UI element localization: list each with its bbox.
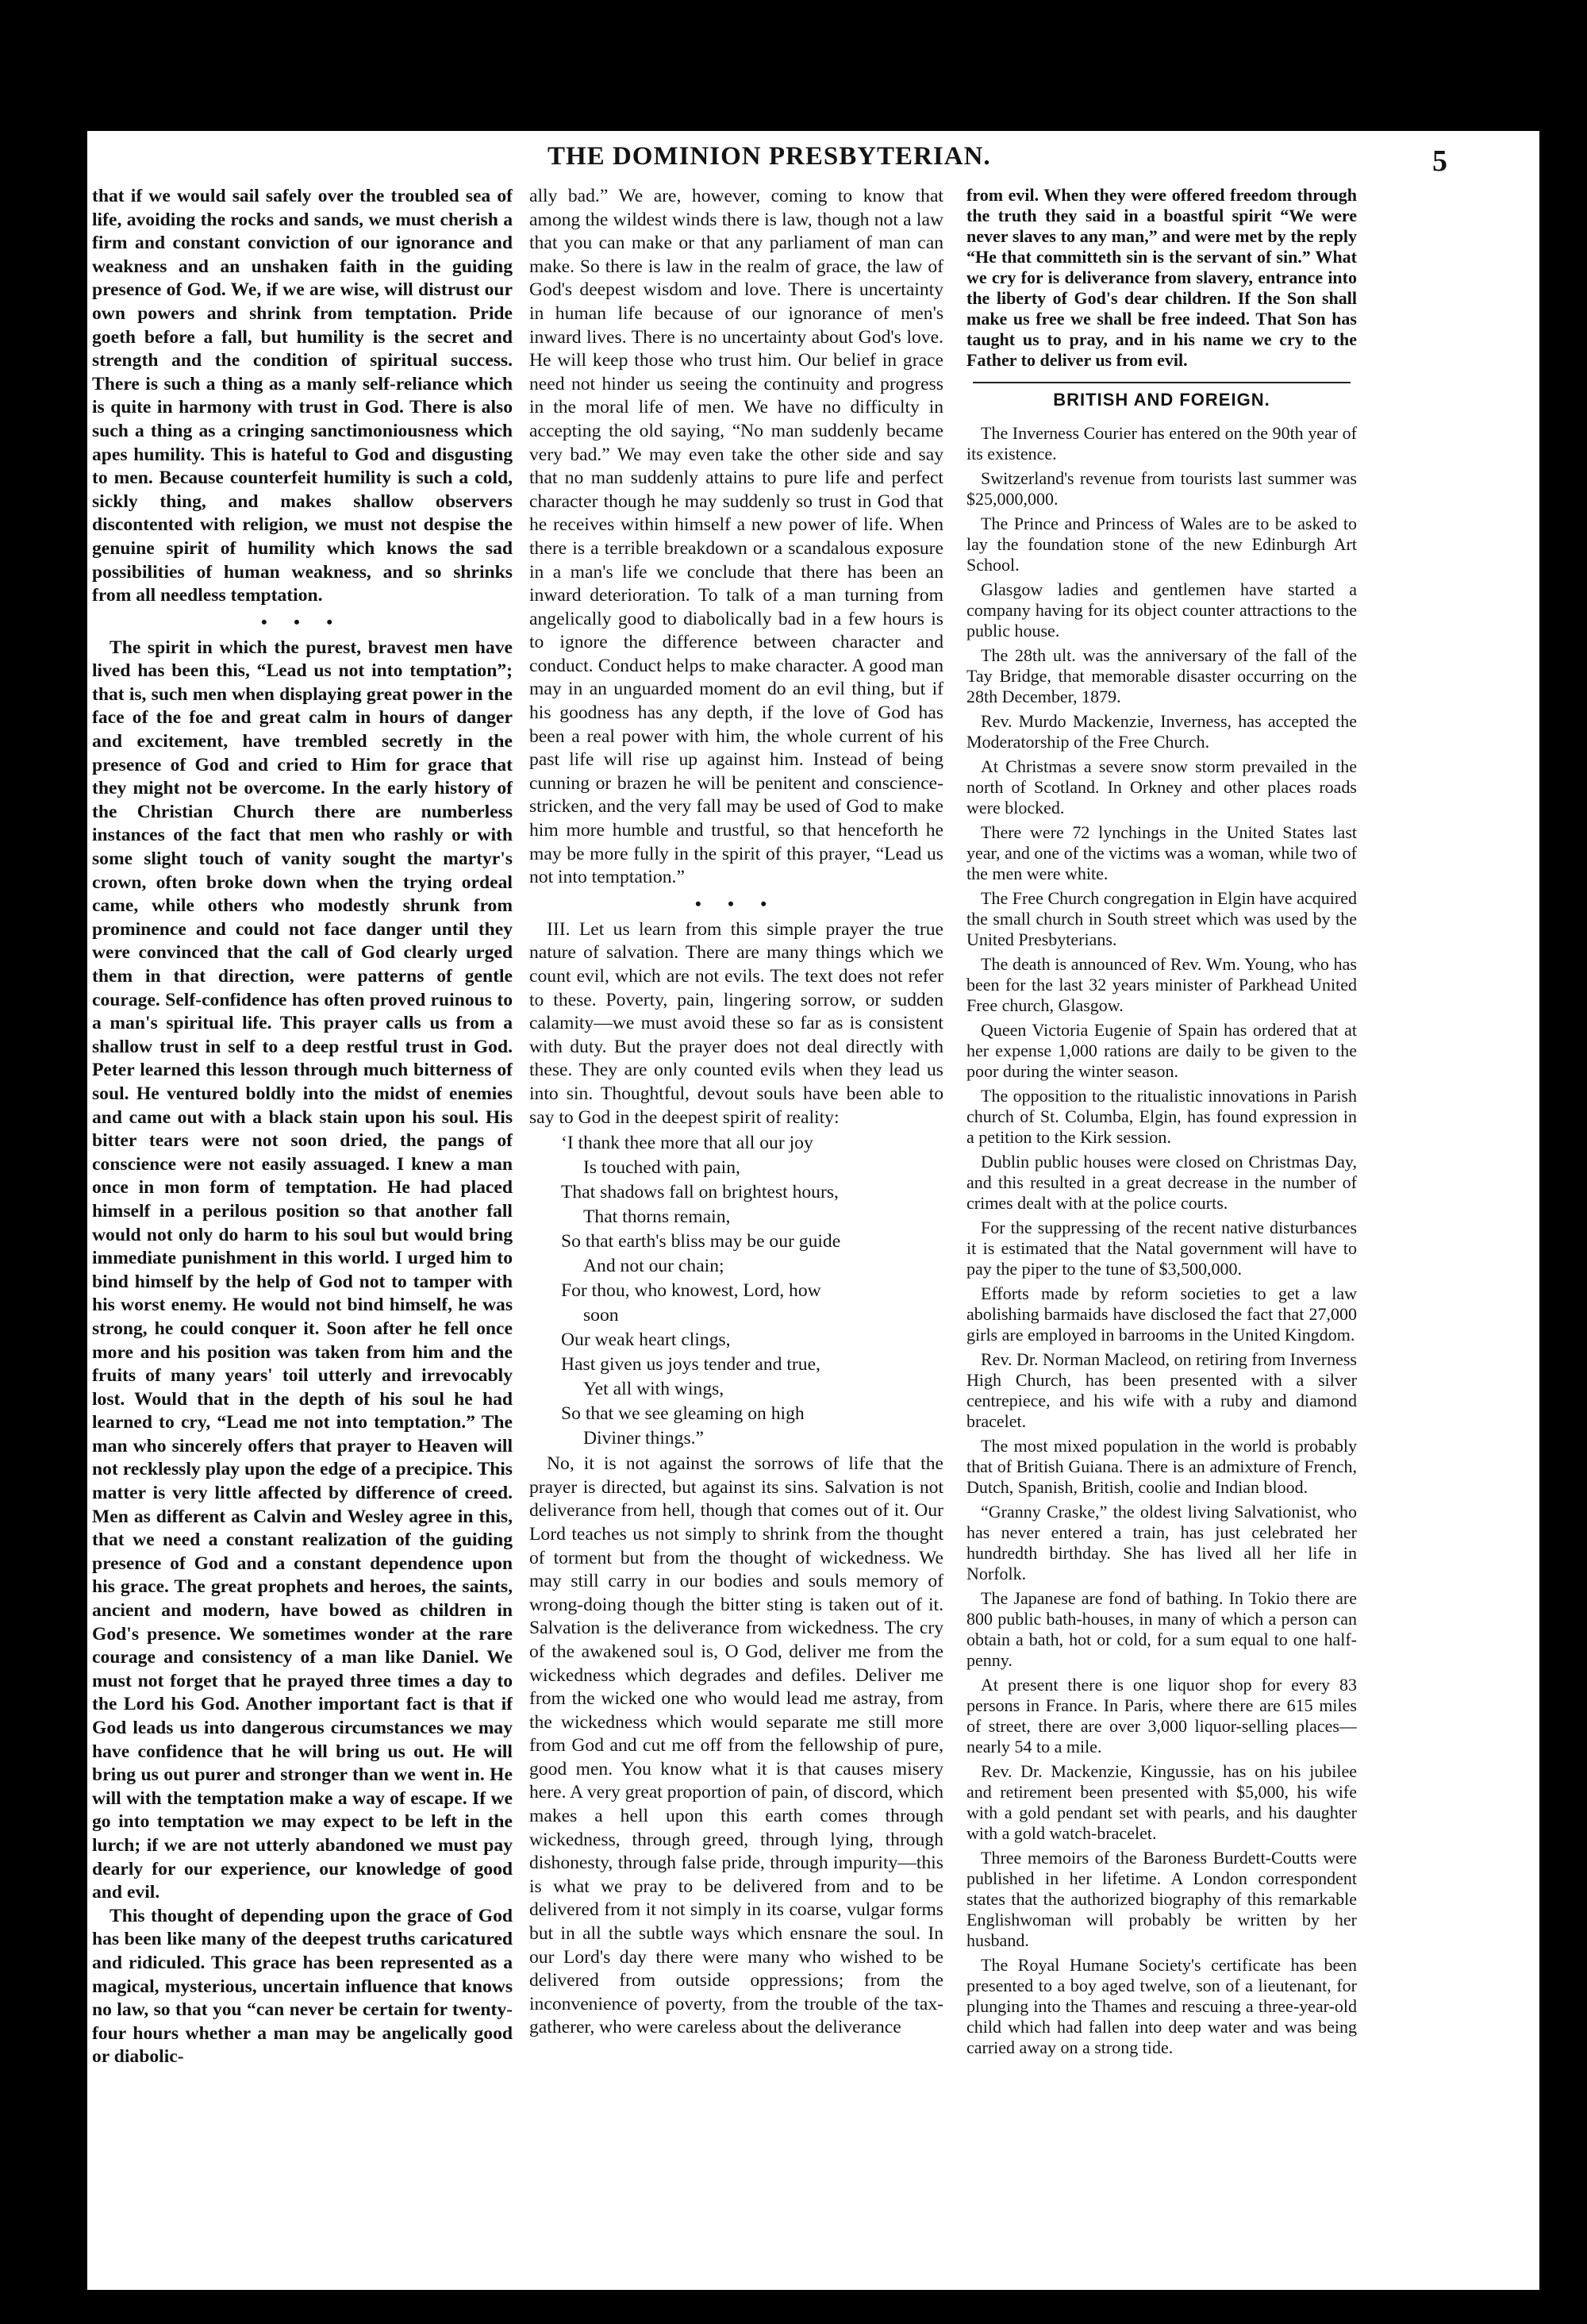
- news-item: At present there is one liquor shop for every 83 persons in France. In Paris, where there are 615 miles of street, there are over 3,000 liquor-selling places—nearly 54 to a mile.: [966, 1674, 1357, 1756]
- news-item: The Free Church congregation in Elgin have acquired the small church in South street which was used by the United Presbyterians.: [966, 887, 1357, 949]
- news-item: “Granny Craske,” the oldest living Salvationist, who has never entered a train, has just celebrated her hundredth birthday. She has lived all her life in Norfolk.: [966, 1501, 1357, 1583]
- news-item: At Christmas a severe snow storm prevailed in the north of Scotland. In Orkney and other places roads were blocked.: [966, 756, 1357, 818]
- section-separator: • • •: [260, 611, 344, 632]
- news-item: The Royal Humane Society's certificate has been presented to a boy aged twelve, son of a lieutenant, for plunging into the Thames and rescuing a three-year-old child which had fallen into deep water and was being carried away on a strong tide.: [966, 1954, 1357, 2057]
- news-item: The Inverness Courier has entered on the 90th year of its existence.: [966, 422, 1357, 464]
- verse-line: For thou, who knowest, Lord, how: [561, 1280, 821, 1302]
- paragraph: that if we would sail safely over the troubled sea of life, avoiding the rocks and sands, we must cherish a firm and constant conviction of our ignorance and weakness and an unshaken faith in the guiding presence of God. We, if we are wise, will distrust our own powers and shrink from temptation. Pride goeth before a fall, but humility is the secret and strength and the condition of spiritual success. There is such a thing as a manly self-reliance which is quite in harmony with trust in God. There is also such a thing as a cringing sanctimoniousness which apes humility. This is hateful to God and disgusting to men. Because counterfeit humility is such a cold, sickly thing, and makes shallow observers discontented with religion, we must not despise the genuine spirit of humility which knows the sad possibilities of human weakness, and so shrinks from all needless temptation.: [92, 186, 513, 606]
- masthead: [87, 131, 1539, 187]
- news-item: The Japanese are fond of bathing. In Tokio there are 800 public bath-houses, in many of which a person can obtain a bath, hot or cold, for a sum equal to one half-penny.: [966, 1587, 1357, 1670]
- news-item: The death is announced of Rev. Wm. Young, who has been for the last 32 years minister of Parkhead United Free church, Glasgow.: [966, 953, 1357, 1015]
- verse-line: So that we see gleaming on high: [561, 1403, 805, 1425]
- news-item: There were 72 lynchings in the United States last year, and one of the victims was a woman, while two of the men were white.: [966, 821, 1357, 883]
- news-item: Efforts made by reform societies to get a law abolishing barmaids have disclosed the fact that 27,000 girls are employed in barrooms in the United Kingdom.: [966, 1283, 1357, 1345]
- news-item: The Prince and Princess of Wales are to be asked to lay the foundation stone of the new Edinburgh Art School.: [966, 513, 1357, 575]
- news-item: Dublin public houses were closed on Christmas Day, and this resulted in a great decrease in the number of crimes dealt with at the police courts.: [966, 1151, 1357, 1213]
- verse-line: ‘I thank thee more that all our joy: [561, 1133, 813, 1154]
- news-item: Rev. Dr. Norman Macleod, on retiring from Inverness High Church, has been presented with a silver centrepiece, and his wife with a ruby and diamond bracelet.: [966, 1349, 1357, 1431]
- verse-line: That thorns remain,: [583, 1206, 731, 1228]
- verse-line: Yet all with wings,: [583, 1379, 724, 1400]
- column-left: [92, 185, 513, 2280]
- news-item: For the suppressing of the recent native disturbances it is estimated that the Natal government will have to pay the piper to the tune of $3,500,000.: [966, 1217, 1357, 1279]
- verse-line: soon: [583, 1305, 619, 1326]
- news-item: Rev. Murdo Mackenzie, Inverness, has accepted the Moderatorship of the Free Church.: [966, 710, 1357, 752]
- column-right: [966, 185, 1357, 2280]
- verse-line: And not our chain;: [583, 1256, 724, 1277]
- section-heading: BRITISH AND FOREIGN.: [1053, 390, 1270, 410]
- paragraph: ally bad.” We are, however, coming to know that among the wildest winds there is law, though not a law that you can make or that any parliament of man can make. So there is law in the realm of grace, the law of God's deepest wisdom and love. There is uncertainty in human life because of our ignorance of men's inward lives. There is no uncertainty about God's love. He will keep those who trust him. Our belief in grace need not hinder us seeing the continuity and progress in the moral life of men. We have no difficulty in accepting the old saying, “No man suddenly became very bad.” We may even take the other side and say that no man suddenly attains to pure life and perfect character though he may suddenly so trust in God that he receives within himself a new power of life. When there is a terrible breakdown or a scandalous exposure in a man's life we conclude that there has been an inward deterioration. To talk of a man turning from angelically good to diabolically bad in a few hours is to ignore the difference between character and conduct. Conduct helps to make character. A good man may in an unguarded moment do an evil thing, but if his goodness has any depth, if the love of God has been a real power with him, the whole current of his past life will rise up against him. Instead of being cunning or brazen he will be penitent and conscience-stricken, and the very fall may be used of God to make him more humble and trustful, so that henceforth he may be more fully in the spirit of this prayer, “Lead us not into temptation.”: [529, 186, 943, 888]
- paragraph: III. Let us learn from this simple prayer the true nature of salvation. There are many things which we count evil, which are not evils. The text does not refer to these. Poverty, pain, lingering sorrow, or sudden calamity—we must avoid these so far as is consistent with duty. But the prayer does not deal directly with these. They are only counted evils when they lead us into sin. Thoughtful, devout souls have been able to say to God in the deepest spirit of reality:: [529, 918, 943, 1128]
- verse-line: Diviner things.”: [583, 1428, 705, 1449]
- poem-verse: [561, 1131, 943, 1451]
- news-item: Switzerland's revenue from tourists last summer was $25,000,000.: [966, 467, 1357, 509]
- newspaper-title: THE DOMINION PRESBYTERIAN.: [548, 142, 991, 171]
- news-item: Rev. Dr. Mackenzie, Kingussie, has on his jubilee and retirement been presented with $5,000, his wife with a gold pendant set with pearls, and his daughter with a gold watch-bracelet.: [966, 1760, 1357, 1843]
- column-middle: [529, 185, 943, 2280]
- verse-line: Hast given us joys tender and true,: [561, 1354, 820, 1376]
- newspaper-page: [87, 131, 1539, 2290]
- news-item: Three memoirs of the Baroness Burdett-Coutts were published in her lifetime. A London correspondent states that the authorized biography of this remarkable Englishwoman will probably be written by her husband.: [966, 1847, 1357, 1950]
- verse-line: That shadows fall on brightest hours,: [561, 1182, 839, 1203]
- news-item: Queen Victoria Eugenie of Spain has ordered that at her expense 1,000 rations are daily to be given to the poor during the winter season.: [966, 1019, 1357, 1081]
- section-separator: • • •: [694, 893, 778, 914]
- paragraph: No, it is not against the sorrows of life that the prayer is directed, but against its sins. Salvation is not deliverance from hell, though that comes out of it. Our Lord teaches us not simply to shrink from the thought of torment but from the thought of wickedness. We may still carry in our bodies and souls memory of wrong-doing though the bitter sting is taken out of it. Salvation is the deliverance from wickedness. The cry of the awakened soul is, O God, deliver me from the wickedness which degrades and defiles. Deliver me from the wicked one who would lead me astray, from the wickedness which would separate me still more from God and cut me off from the fellowship of pure, good men. You know what it is that causes misery here. A very great proportion of pain, of discord, which makes a hell upon this earth comes through wickedness, through greed, through lying, through dishonesty, through false pride, through impurity—this is what we pray to be delivered from and to be delivered from it not simply in its coarse, vulgar forms but in all the subtle ways which ensnare the soul. In our Lord's day there were many who wished to be delivered from outside oppressions; from the inconvenience of poverty, from the trouble of the tax-gatherer, who were careless about the deliverance: [529, 1453, 943, 2038]
- paragraph: This thought of depending upon the grace of God has been like many of the deepest truths caricatured and ridiculed. This grace has been represented as a magical, mysterious, uncertain influence that knows no law, so that you “can never be certain for twenty-four hours whether a man may be angelically good or diabolic-: [92, 1905, 513, 2068]
- section-rule: [973, 382, 1351, 383]
- paragraph: The spirit in which the purest, bravest men have lived has been this, “Lead us not into temptation”; that is, such men when displaying great power in the face of the foe and great calm in hours of danger and excitement, have trembled secretly in the presence of God and cried to Him for grace that they might not be overcome. In the early history of the Christian Church there are numberless instances of the fact that men who rashly or with some slight touch of vanity sought the martyr's crown, often broke down when the trying ordeal came, while others who modestly shrunk from prominence and could not face danger until they were convinced that the call of God clearly urged them in that direction, were patterns of gentle courage. Self-confidence has often proved ruinous to a man's spiritual life. This prayer calls us from a shallow trust in self to a deep restful trust in God. Peter learned this lesson through much bitterness of soul. He ventured boldly into the midst of enemies and came out with a black stain upon his soul. His bitter tears were not soon dried, the pangs of conscience were not easily assuaged. I knew a man once in mon form of temptation. He had placed himself in a perilous position so that another fall would not only do harm to his soul but would bring immediate punishment in this world. I urged him to bind himself by the help of God not to tamper with his worst enemy. He would not bind himself, he was strong, he could conquer it. Soon after he fell once more and his position was taken from him and the fruits of many years' toil utterly and irrevocably lost. Would that in the depth of his soul he had learned to cry, “Lead me not into temptation.” The man who sincerely offers that prayer to Heaven will not recklessly play upon the edge of a precipice. This matter is very little affected by difference of creed. Men as different as Calvin and Wesley agree in this, that we need a constant realization of the guiding presence of God and a constant dependence upon his grace. The great prophets and heroes, the saints, ancient and modern, have bowed as children in God's presence. We sometimes wonder at the rare courage and consistency of a man like Daniel. We must not forget that he prayed three times a day to the Lord his God. Another important fact is that if God leads us into dangerous circumstances we may have confidence that he will bring us out. He will bring us out purer and stronger than we went in. He will with the temptation make a way of escape. If we go into temptation we may expect to be left in the lurch; if we are not utterly abandoned we must pay dearly for our experience, our knowledge of good and evil.: [92, 637, 513, 1903]
- verse-line: So that earth's bliss may be our guide: [561, 1231, 841, 1252]
- news-item: Glasgow ladies and gentlemen have started a company having for its object counter attractions to the public house.: [966, 579, 1357, 641]
- news-item: The opposition to the ritualistic innovations in Parish church of St. Columba, Elgin, has found expression in a petition to the Kirk session.: [966, 1085, 1357, 1147]
- verse-line: Our weak heart clings,: [561, 1329, 731, 1351]
- news-item: The 28th ult. was the anniversary of the fall of the Tay Bridge, that memorable disaster occurring on the 28th December, 1879.: [966, 644, 1357, 706]
- page-number: 5: [1432, 144, 1447, 178]
- paragraph: from evil. When they were offered freedom through the truth they said in a boastful spirit “We were never slaves to any man,” and were met by the reply “He that committeth sin is the servant of sin.” What we cry for is deliverance from slavery, entrance into the liberty of God's dear children. If the Son shall make us free we shall be free indeed. That Son has taught us to pray, and in his name we cry to the Father to deliver us from evil.: [966, 185, 1357, 370]
- verse-line: Is touched with pain,: [583, 1157, 740, 1179]
- news-item: The most mixed population in the world is probably that of British Guiana. There is an admixture of French, Dutch, Spanish, British, coolie and Indian blood.: [966, 1435, 1357, 1497]
